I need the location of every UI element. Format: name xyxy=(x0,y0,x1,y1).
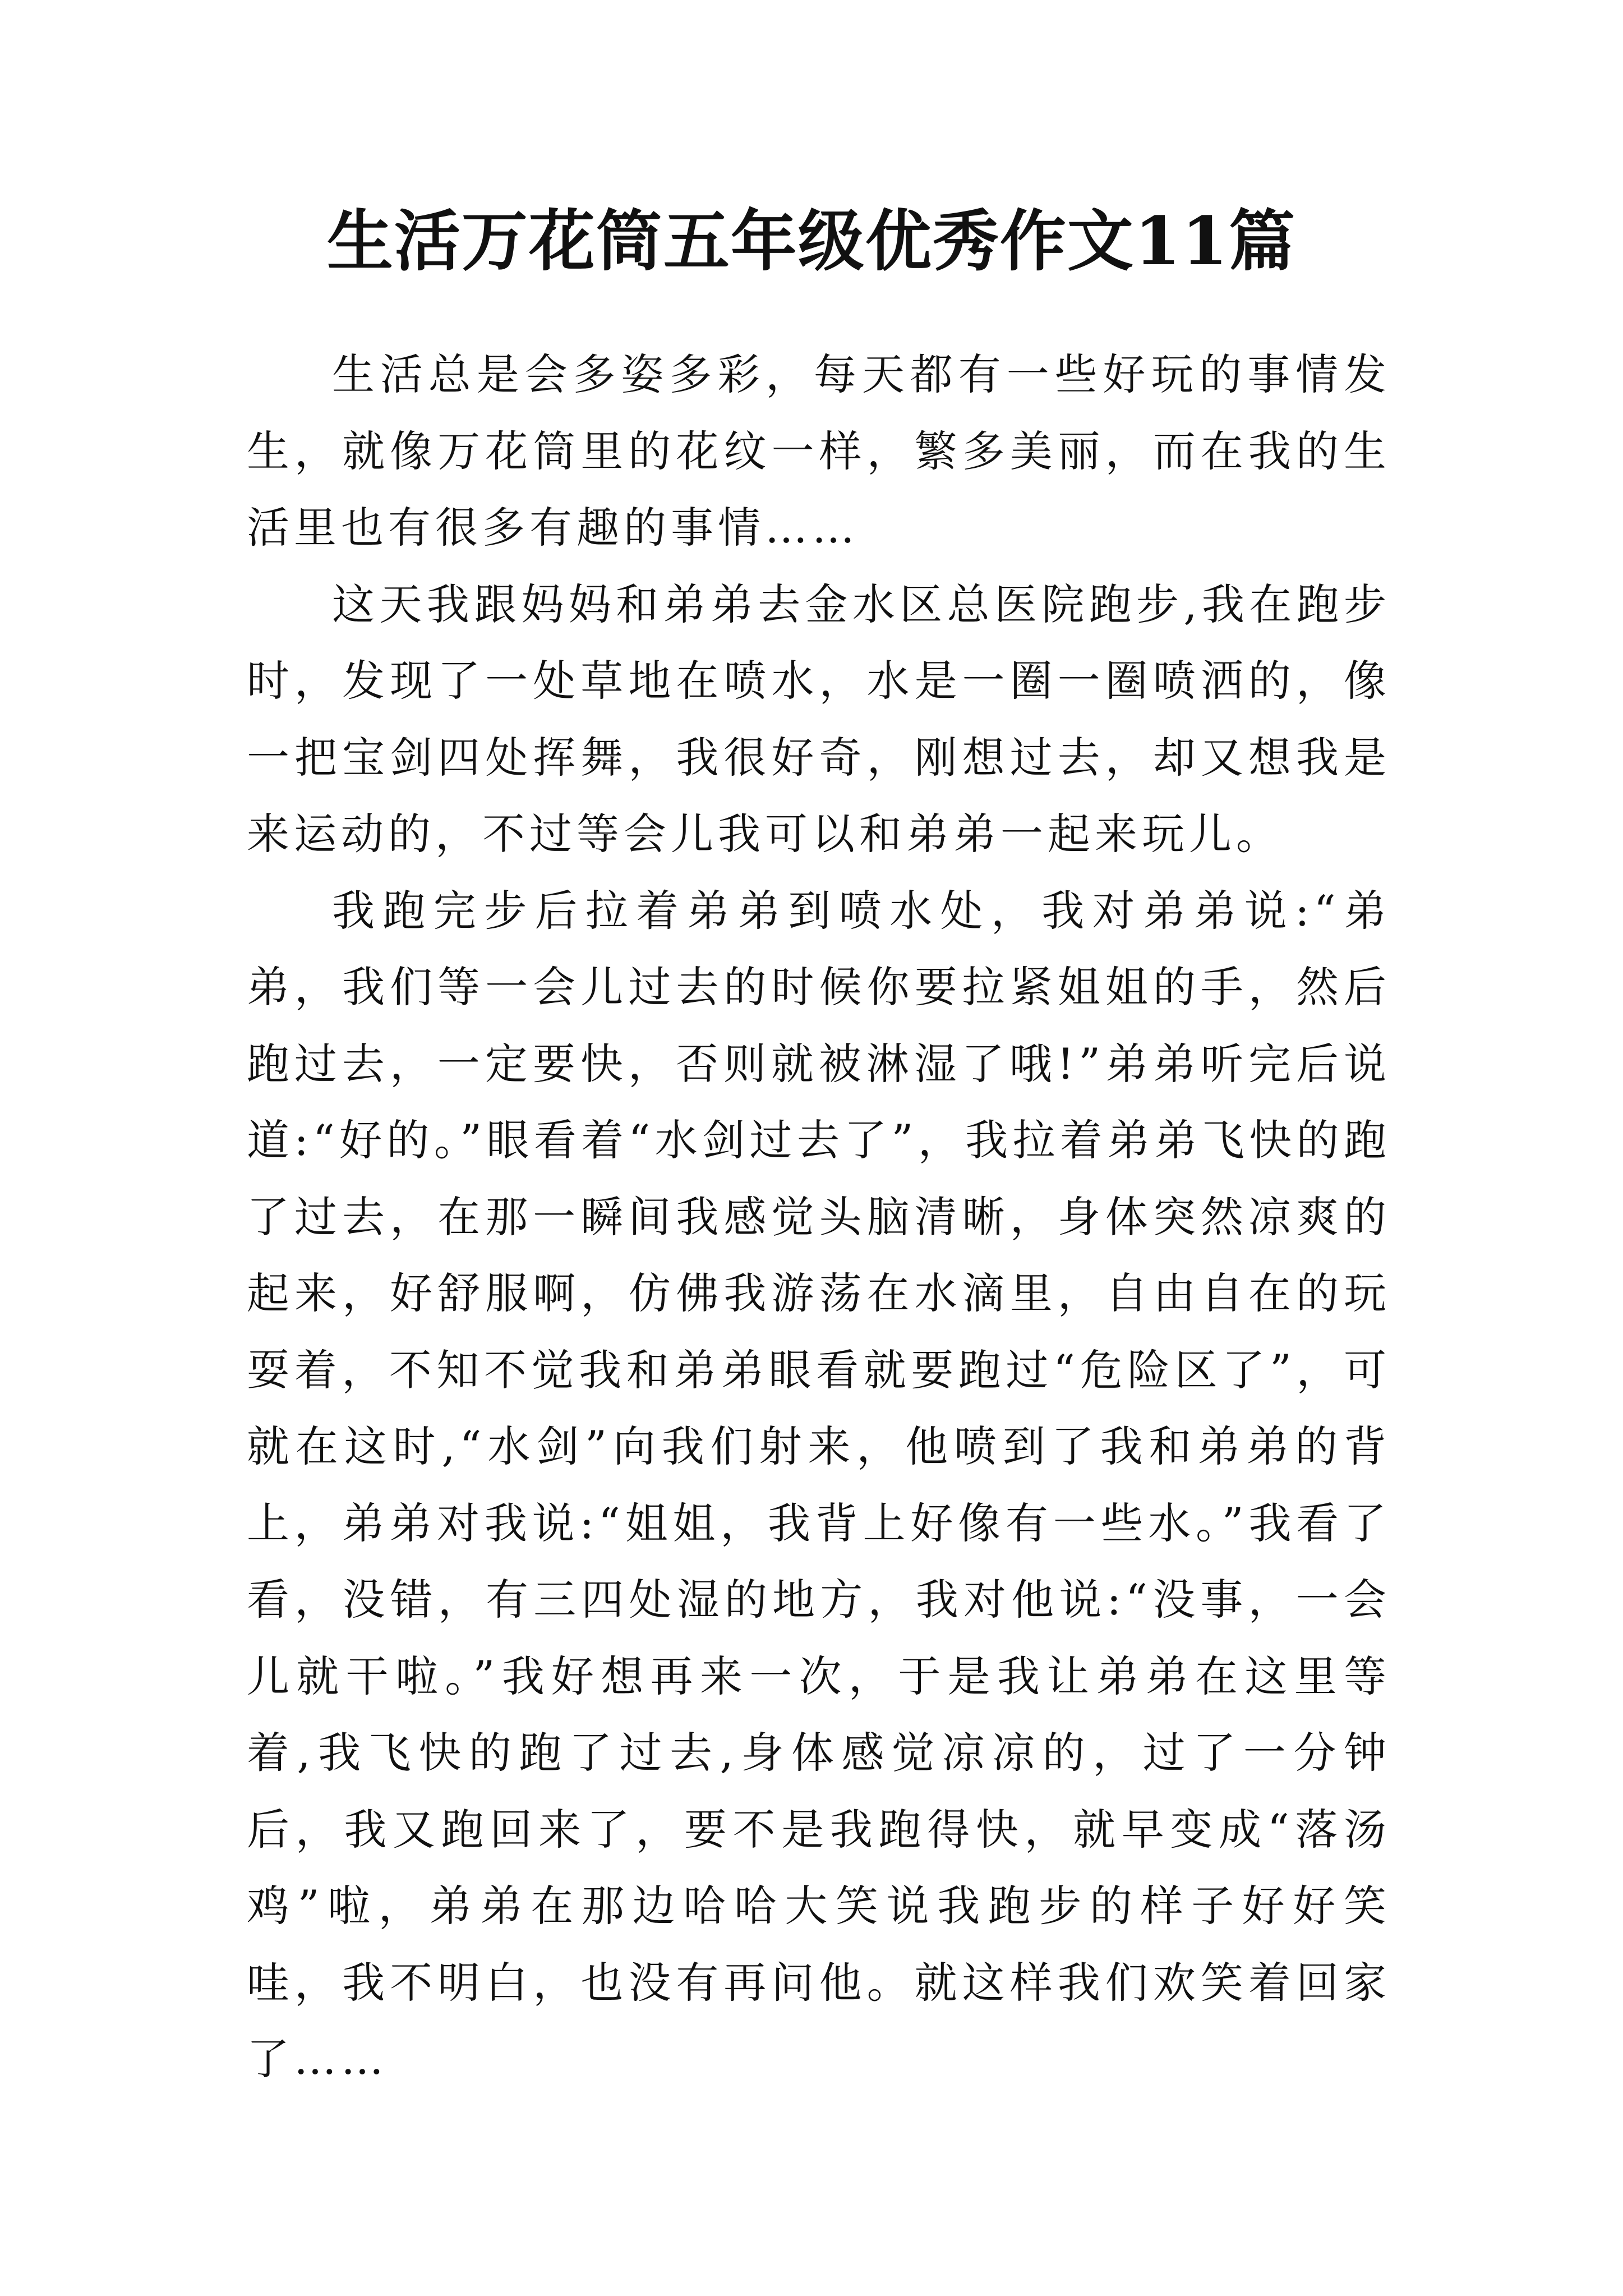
paragraph-3: 我跑完步后拉着弟弟到喷水处，我对弟弟说:“弟弟，我们等一会儿过去的时候你要拉紧姐姐的手，然后跑过去，一定要快，否则就被淋湿了哦!”弟弟听完后说道:“好的。”眼看着“水剑过去了”，我拉着弟弟飞快的跑了过去，在那一瞬间我感觉头脑清晰，身体突然凉爽的起来，好舒服啊，仿佛我游荡在水滴里，自由自在的玩耍着，不知不觉我和弟弟眼看就要跑过“危险区了”，可就在这时,“水剑”向我们射来，他喷到了我和弟弟的背上，弟弟对我说:“姐姐，我背上好像有一些水。”我看了看，没错，有三四处湿的地方，我对他说:“没事，一会儿就干啦。”我好想再来一次，于是我让弟弟在这里等着,我飞快的跑了过去,身体感觉凉凉的，过了一分钟后，我又跑回来了，要不是我跑得快，就早变成“落汤鸡”啦，弟弟在那边哈哈大笑说我跑步的样子好好笑哇，我不明白，也没有再问他。就这样我们欢笑着回家了…… xyxy=(247,885,1391,2084)
document-body xyxy=(247,337,1391,2098)
paragraph-2: 这天我跟妈妈和弟弟去金水区总医院跑步,我在跑步时，发现了一处草地在喷水，水是一圈一圈喷洒的，像一把宝剑四处挥舞，我很好奇，刚想过去，却又想我是来运动的，不过等会儿我可以和弟弟一起来玩儿。 xyxy=(247,579,1391,859)
document-title: 生活万花筒五年级优秀作文11篇 xyxy=(326,202,1297,280)
paragraph-1: 生活总是会多姿多彩，每天都有一些好玩的事情发生，就像万花筒里的花纹一样，繁多美丽，而在我的生活里也有很多有趣的事情…… xyxy=(247,349,1391,553)
